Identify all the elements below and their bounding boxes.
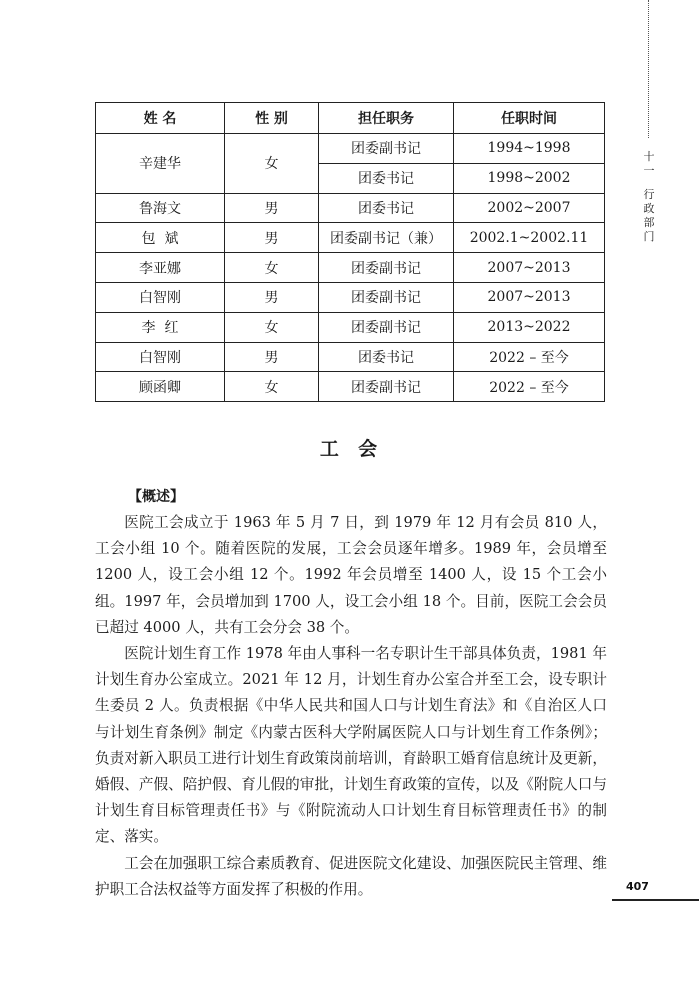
header-gender: 性 别 xyxy=(225,103,319,134)
cell-period: 2007~2013 xyxy=(454,282,605,312)
paragraph: 医院计划生育工作 1978 年由人事科一名专职计生干部具体负责，1981 年计划生育办公室成立。2021 年 12 月，计划生育办公室合并至工会，设专职计生委员 2 人。负责根据《中华人民共和国人口与计划生育法》和《自治区人口与计划生育条例》制定《内蒙古医科大学附属医院人口与计划生育工作条例》；负责对新入职员工进行计划生育政策岗前培训，育龄职工婚育信息统计及更新，婚假、产假、陪护假、育儿假的审批，计划生育政策的宣传，以及《附院人口与计划生育目标管理责任书》与《附院流动人口计划生育目标管理责任书》的制定、落实。 xyxy=(95,645,607,846)
cell-name: 辛建华 xyxy=(96,134,225,194)
page-number-rule xyxy=(612,899,699,901)
cell-name: 李 红 xyxy=(96,312,225,342)
cell-period: 2002.1~2002.11 xyxy=(454,223,605,253)
cell-position: 团委副书记 xyxy=(319,282,454,312)
cell-position: 团委副书记 xyxy=(319,372,454,402)
table-row xyxy=(96,193,605,223)
cell-period: 2022 – 至今 xyxy=(454,342,605,372)
cell-period: 2013~2022 xyxy=(454,312,605,342)
cell-gender: 男 xyxy=(225,282,319,312)
header-position: 担任职务 xyxy=(319,103,454,134)
section-body xyxy=(95,510,607,903)
youth-league-roster-table xyxy=(95,102,605,402)
cell-period: 2022 – 至今 xyxy=(454,372,605,402)
table-row xyxy=(96,342,605,372)
cell-position: 团委副书记 xyxy=(319,134,454,164)
section-subheading: 【概述】 xyxy=(128,489,184,505)
chapter-side-label xyxy=(640,150,658,244)
chapter-title: 行政部门 xyxy=(643,188,655,243)
cell-gender: 女 xyxy=(225,134,319,194)
cell-gender: 男 xyxy=(225,223,319,253)
margin-dotted-line xyxy=(648,0,649,138)
cell-name: 李亚娜 xyxy=(96,253,225,283)
cell-period: 2002~2007 xyxy=(454,193,605,223)
table-row xyxy=(96,372,605,402)
cell-name: 顾函卿 xyxy=(96,372,225,402)
paragraph: 医院工会成立于 1963 年 5 月 7 日，到 1979 年 12 月有会员 810 人，工会小组 10 个。随着医院的发展，工会会员逐年增多。1989 年，会员增至 1200 人，设工会小组 12 个。1992 年会员增至 1400 人，设 15 个工会小组。1997 年，会员增加到 1700 人，设工会小组 18 个。目前，医院工会会员已超过 4000 人，共有工会分会 38 个。 xyxy=(95,514,607,636)
cell-gender: 男 xyxy=(225,342,319,372)
table-row xyxy=(96,134,605,164)
cell-position: 团委书记 xyxy=(319,342,454,372)
cell-position: 团委副书记（兼） xyxy=(319,223,454,253)
cell-position: 团委书记 xyxy=(319,163,454,193)
paragraph: 工会在加强职工综合素质教育、促进医院文化建设、加强医院民主管理、维护职工合法权益等方面发挥了积极的作用。 xyxy=(95,854,607,898)
cell-gender: 女 xyxy=(225,372,319,402)
table-row xyxy=(96,253,605,283)
cell-gender: 男 xyxy=(225,193,319,223)
table-header-row xyxy=(96,103,605,134)
cell-gender: 女 xyxy=(225,253,319,283)
cell-period: 2007~2013 xyxy=(454,253,605,283)
table-row xyxy=(96,282,605,312)
cell-position: 团委副书记 xyxy=(319,312,454,342)
header-period: 任职时间 xyxy=(454,103,605,134)
page-number: 407 xyxy=(626,880,649,893)
cell-position: 团委副书记 xyxy=(319,253,454,283)
cell-name: 鲁海文 xyxy=(96,193,225,223)
table-row xyxy=(96,312,605,342)
cell-position: 团委书记 xyxy=(319,193,454,223)
chapter-number: 十一 xyxy=(643,150,655,177)
header-name: 姓 名 xyxy=(96,103,225,134)
cell-name: 包 斌 xyxy=(96,223,225,253)
cell-period: 1998~2002 xyxy=(454,163,605,193)
cell-gender: 女 xyxy=(225,312,319,342)
cell-period: 1994~1998 xyxy=(454,134,605,164)
cell-name: 白智刚 xyxy=(96,342,225,372)
table-row xyxy=(96,223,605,253)
cell-name: 白智刚 xyxy=(96,282,225,312)
section-title: 工 会 xyxy=(319,438,380,460)
